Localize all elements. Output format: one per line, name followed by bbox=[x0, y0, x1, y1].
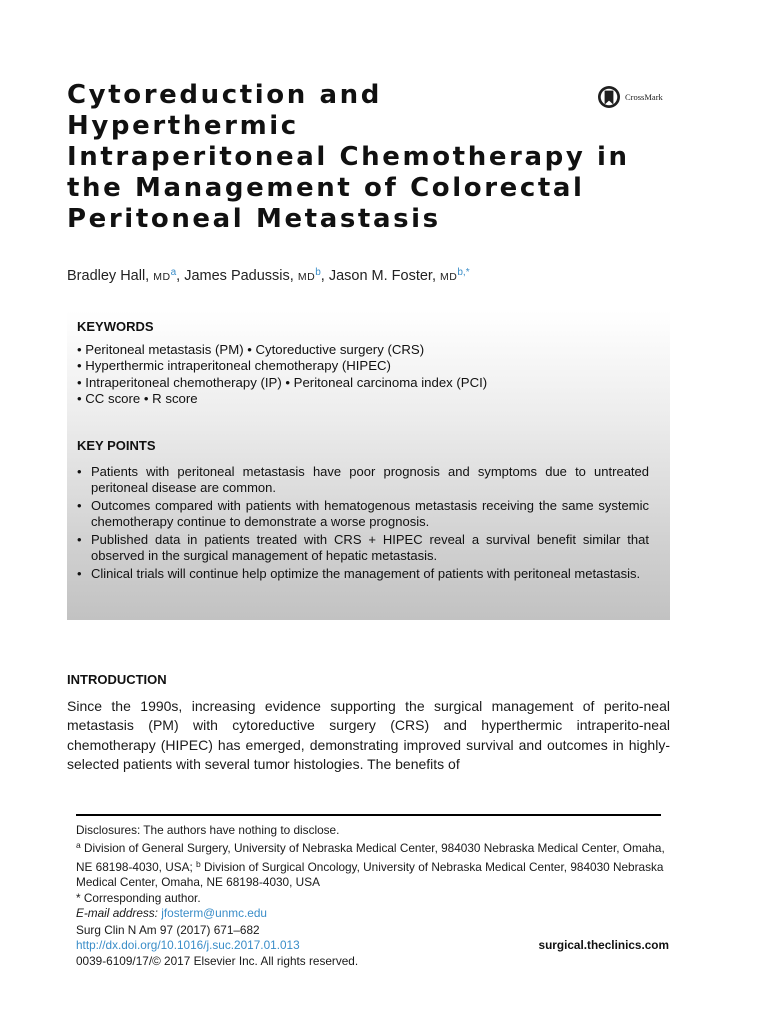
title-line: Hyperthermic bbox=[67, 111, 299, 141]
footnote-divider bbox=[76, 814, 661, 816]
bullet-marker: • bbox=[77, 464, 82, 479]
journal-info bbox=[76, 923, 358, 969]
affiliation-b-text: Division of Surgical Oncology, University of Nebraska Medical Center, 984030 Nebraska Medical Center, Omaha, NE 68198-4030, USA bbox=[76, 859, 664, 890]
email-label: E-mail address: bbox=[76, 906, 158, 921]
email-link[interactable]: jfosterm@unmc.edu bbox=[161, 906, 267, 921]
keyword-line: • Peritoneal metastasis (PM) • Cytoreductive surgery (CRS) bbox=[77, 342, 425, 357]
affiliation-a-text: Division of General Surgery, University of Nebraska Medical Center, 984030 Nebraska Medical Center, Omaha, NE 68198-4030, USA; bbox=[76, 841, 665, 874]
copyright-line: 0039-6109/17/© 2017 Elsevier Inc. All rights reserved. bbox=[76, 953, 359, 968]
corresponding-author-note: * Corresponding author. bbox=[76, 890, 201, 905]
key-points-list bbox=[77, 464, 649, 585]
bullet-marker: • bbox=[77, 498, 82, 513]
keywords-heading: KEYWORDS bbox=[77, 319, 154, 334]
affiliation-marker[interactable]: b bbox=[315, 267, 321, 278]
title-line: Peritoneal Metastasis bbox=[67, 204, 441, 234]
journal-citation: Surg Clin N Am 97 (2017) 671–682 bbox=[76, 923, 260, 937]
key-point-text: Patients with peritoneal metastasis have poor prognosis and symptoms due to untreated peritoneal disease are common. bbox=[91, 464, 649, 495]
journal-website-link[interactable]: surgical.theclinics.com bbox=[538, 938, 669, 952]
bullet-marker: • bbox=[77, 566, 82, 581]
article-title bbox=[67, 80, 630, 235]
crossmark-icon bbox=[597, 85, 621, 109]
introduction-heading: INTRODUCTION bbox=[67, 672, 167, 687]
bullet-marker: • bbox=[77, 532, 82, 547]
introduction-paragraph: Since the 1990s, increasing evidence supporting the surgical management of perito-neal metastasis (PM) with cytoreductive surgery (CRS) and hyperthermic intraperito-neal chemotherapy (HIPEC) has emerged, demonstrating improved survival and outcomes in highly-selected patients with several tumor histologies. The benefits of bbox=[67, 698, 670, 772]
crossmark-badge[interactable] bbox=[597, 84, 677, 110]
affiliation-marker[interactable]: a bbox=[170, 267, 177, 278]
keyword-list bbox=[77, 342, 487, 408]
email-note bbox=[76, 906, 672, 921]
title-line: Cytoreduction and bbox=[67, 80, 382, 110]
author-separator: , bbox=[320, 268, 325, 284]
affiliation-b-mark: b bbox=[196, 858, 201, 869]
key-points-heading: KEY POINTS bbox=[77, 438, 156, 453]
author-name: James Padussis, bbox=[184, 268, 294, 284]
key-point-item bbox=[77, 498, 649, 529]
keywords-keypoints-box bbox=[67, 311, 670, 620]
author-name: Jason M. Foster, bbox=[328, 268, 436, 284]
footnotes bbox=[76, 823, 672, 921]
doi-link[interactable]: http://dx.doi.org/10.1016/j.suc.2017.01.013 bbox=[76, 938, 300, 953]
keyword-line: • Intraperitoneal chemotherapy (IP) • Peritoneal carcinoma index (PCI) bbox=[77, 374, 488, 390]
key-point-item bbox=[77, 464, 649, 495]
author-degree: MD bbox=[153, 271, 171, 283]
keyword-line: • Hyperthermic intraperitoneal chemotherapy (HIPEC) bbox=[77, 358, 391, 374]
title-line: Intraperitoneal Chemotherapy in bbox=[67, 142, 630, 172]
keyword-line: • CC score • R score bbox=[77, 391, 198, 407]
key-point-text: Published data in patients treated with CRS + HIPEC reveal a survival benefit similar that observed in the surgical management of hepatic metastasis. bbox=[91, 532, 649, 563]
disclosure-note: Disclosures: The authors have nothing to disclose. bbox=[76, 823, 340, 837]
key-point-item bbox=[77, 532, 649, 563]
crossmark-label: CrossMark bbox=[625, 92, 663, 102]
key-point-text: Outcomes compared with patients with hematogenous metastasis receiving the same systemic chemotherapy continue to demonstrate a worse prognosis. bbox=[91, 498, 649, 529]
author-name: Bradley Hall, bbox=[67, 268, 150, 284]
author-separator: , bbox=[176, 268, 181, 284]
title-line: the Management of Colorectal bbox=[67, 173, 585, 203]
affiliation-a-mark: a bbox=[76, 840, 81, 851]
affiliation-marker[interactable]: b,* bbox=[457, 267, 470, 278]
affiliation-note bbox=[76, 838, 672, 890]
key-point-text: Clinical trials will continue help optimize the management of patients with peritoneal metastasis. bbox=[91, 566, 641, 581]
author-degree: MD bbox=[297, 271, 316, 283]
author-degree: MD bbox=[440, 271, 458, 283]
author-list bbox=[67, 267, 470, 284]
key-point-item bbox=[77, 566, 649, 582]
